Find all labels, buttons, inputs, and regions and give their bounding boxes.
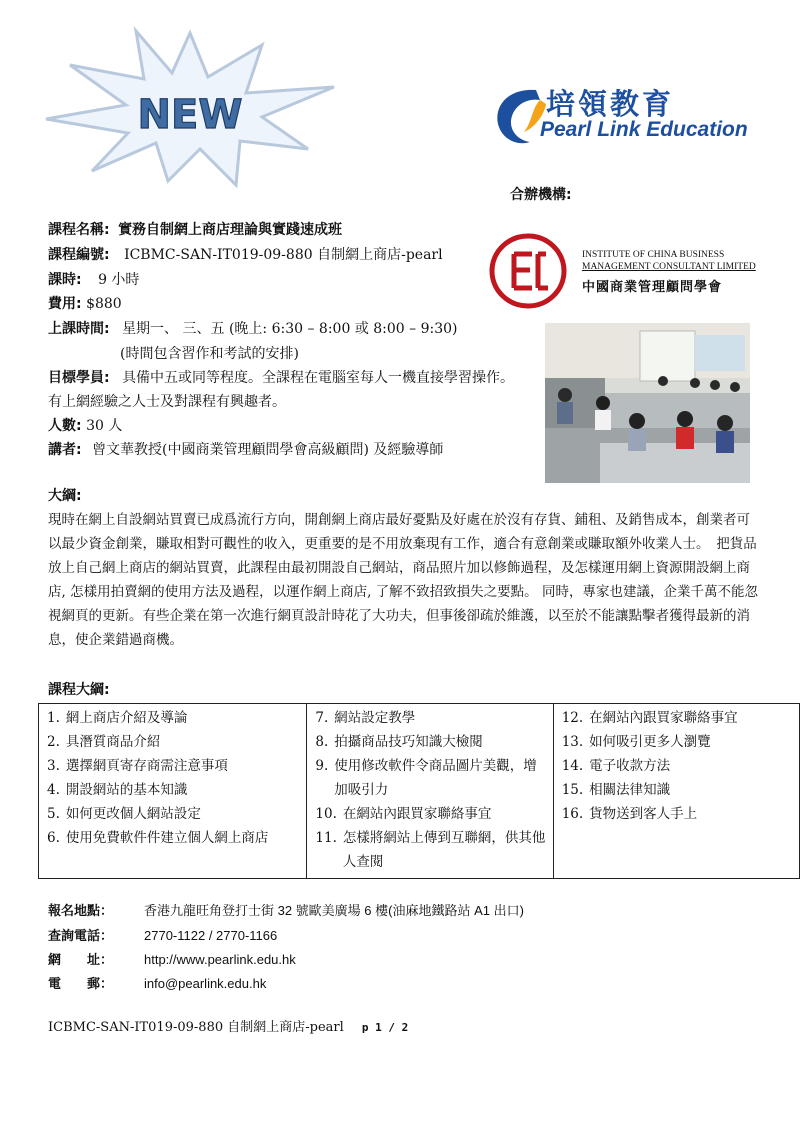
contact-address-row (48, 902, 524, 920)
course-fee-row (48, 294, 122, 314)
starburst-icon (40, 25, 340, 190)
course-target-row (48, 368, 514, 388)
classroom-photo (545, 323, 750, 483)
outline-item: 12. 在網站內跟買家聯絡事宜 (561, 710, 738, 726)
contact-web-row (48, 951, 296, 969)
course-lecturer-value: 曾文華教授(中國商業管理顧問學會高級顧問) 及經驗導師 (92, 442, 444, 458)
outline-heading: 課程大綱: (48, 682, 110, 698)
partner-name-en-1: INSTITUTE OF CHINA BUSINESS (582, 250, 725, 260)
course-target-label: 目標學員: (48, 370, 110, 386)
outline-table (38, 703, 800, 879)
outline-item: 2. 具潛質商品介紹 (47, 734, 161, 750)
course-hours-value: 9 小時 (98, 272, 140, 288)
contact-email-label: 電 郵： (48, 976, 114, 991)
new-badge-text: NEW (137, 92, 243, 138)
outline-item: 11. 怎樣將網站上傳到互聯網，供其他人查閱 (315, 830, 546, 870)
outline-item: 4. 開設網站的基本知識 (47, 782, 188, 798)
outline-col-3 (553, 704, 799, 879)
outline-item: 3. 選擇網頁寄存商需注意事項 (47, 758, 228, 774)
contact-phone-row (48, 927, 277, 945)
footer-page: p 1 / 2 (361, 1021, 409, 1034)
brand-english: Pearl Link Education (540, 118, 748, 141)
outline-item: 8. 拍攝商品技巧知識大檢閱 (315, 734, 483, 750)
summary-heading: 大綱: (48, 488, 82, 504)
course-fee-value: $880 (86, 296, 122, 312)
course-time-label: 上課時間: (48, 321, 110, 337)
footer-code: ICBMC-SAN-IT019-09-880 自制網上商店-pearl (48, 1020, 344, 1035)
outline-item: 15. 相關法律知識 (561, 782, 671, 798)
outline-col-2 (307, 704, 553, 879)
course-code-value: ICBMC-SAN-IT019-09-880 自制網上商店-pearl (124, 247, 443, 263)
icbmc-emblem-icon (488, 232, 568, 310)
course-hours-row (48, 270, 139, 290)
outline-item: 10. 在網站內跟買家聯絡事宜 (315, 806, 492, 822)
brand-logo (488, 82, 748, 150)
outline-item: 13. 如何吸引更多人瀏覽 (561, 734, 711, 750)
outline-item: 5. 如何更改個人網站設定 (47, 806, 201, 822)
summary-text: 現時在網上自設網站買賣已成爲流行方向，開創網上商店最好憂點及好處在於沒有存貨、鋪租、及銷售成本，創業者可以最少資金創業，賺取相對可觀性的收入，更重要的是不用放棄現有工作，適合有意創業或賺取額外收業人士。 把貨品放上自己網上商店的網站買賣，此課程由最初開設自己網站，商品照片加以修飾過程，及怎樣運用網上資源開設網上商店, 怎樣用拍賣網的使用方法及過程，以運作網上商店, 了解不致招致損失之要點。 同時，專家也建議，企業千萬不能忽視網頁的更新。有些企業在第一次進行網頁設計時花了大功夫，但事後卻疏於維護，以至於不能讓點擊者獲得最新的消息，使企業錯過商機。 (48, 512, 758, 648)
course-size-row (48, 416, 122, 436)
course-size-label: 人數: (48, 418, 82, 434)
brand-chinese: 培領教育 (546, 87, 675, 121)
contact-address-label: 報名地點： (48, 903, 114, 918)
contact-address-value: 香港九龍旺角登打士街 32 號歐美廣場 6 樓(油麻地鐵路站 A1 出口) (144, 903, 524, 918)
outline-item: 7. 網站設定教學 (315, 710, 416, 726)
course-name-row (48, 220, 342, 240)
course-hours-label: 課時: (48, 272, 82, 288)
outline-item: 1. 網上商店介紹及導論 (47, 710, 188, 726)
course-lecturer-label: 講者: (48, 442, 82, 458)
outline-item: 14. 電子收款方法 (561, 758, 671, 774)
course-code-row (48, 245, 443, 265)
course-target-value: 具備中五或同等程度。全課程在電腦室每人一機直接學習操作。 (122, 370, 515, 386)
contact-phone-label: 查詢電話： (48, 928, 114, 943)
new-badge (40, 25, 340, 190)
partner-name-en-2: MANAGEMENT CONSULTANT LIMITED (582, 262, 756, 272)
course-name-value: 實務自制網上商店理論與實踐速成班 (118, 222, 343, 238)
course-size-value: 30 人 (86, 418, 123, 434)
course-time-note: (時間包含習作和考試的安排) (120, 346, 299, 362)
contact-phone-value: 2770-1122 / 2770-1166 (144, 928, 278, 943)
outline-col-1 (39, 704, 307, 879)
course-time-row (48, 319, 458, 339)
contact-web-value[interactable]: http://www.pearlink.edu.hk (144, 952, 296, 967)
contact-email-row (48, 975, 266, 993)
course-name-label: 課程名稱: (48, 222, 110, 238)
footer (48, 1018, 408, 1038)
course-fee-label: 費用: (48, 296, 82, 312)
outline-item: 9. 使用修改軟件令商品圖片美觀，增加吸引力 (315, 758, 537, 798)
co-organiser-label: 合辦機構: (510, 187, 572, 203)
contact-web-label: 網 址： (48, 952, 114, 967)
outline-item: 6. 使用免費軟件件建立個人網上商店 (47, 830, 269, 846)
outline-item: 16. 貨物送到客人手上 (561, 806, 698, 822)
course-lecturer-row (48, 440, 443, 460)
course-code-label: 課程編號: (48, 247, 110, 263)
course-target-value-2: 有上網經驗之人士及對課程有興趣者。 (48, 394, 286, 410)
course-time-value: 星期一、 三、五 (晚上: 6:30 – 8:00 或 8:00 – 9:30) (122, 321, 458, 337)
partner-logo (488, 232, 773, 310)
partner-name-zh: 中國商業管理顧問學會 (582, 280, 723, 295)
contact-email-value[interactable]: info@pearlink.edu.hk (144, 976, 267, 991)
